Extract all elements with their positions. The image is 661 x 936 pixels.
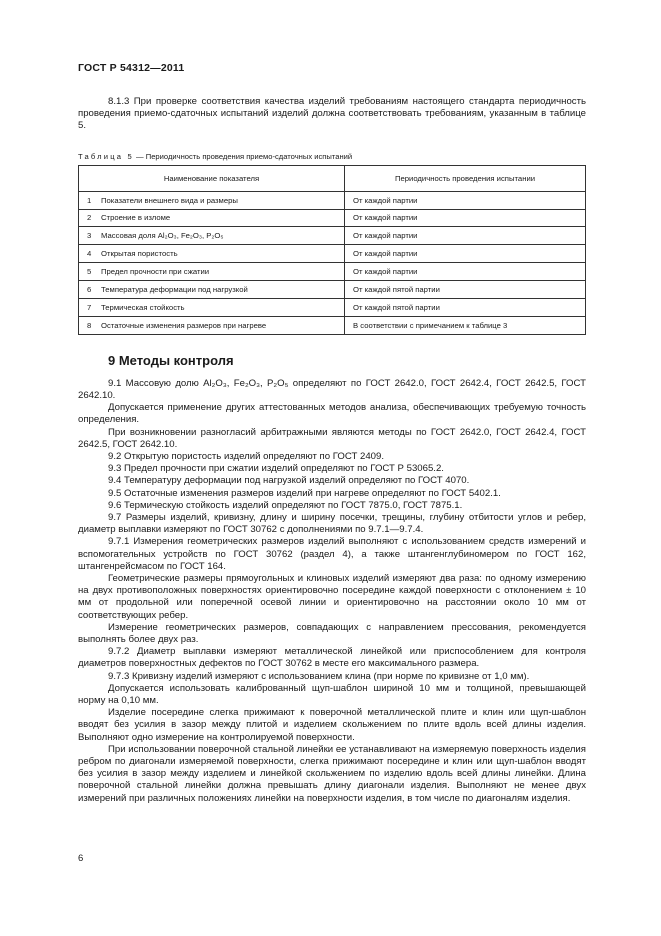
body-paragraph: Геометрические размеры прямоугольных и клиновых изделий измеряют два раза: по одному измерению на двух противоположных поверхностях ориентировочно посередине каждой поверхности с отклонением ± 10 мм от продольной или поперечной осевой линии и ориентировочно на расстоянии около 10 мм от соответствующих ребер.: [78, 572, 586, 621]
indicator-cell: [79, 209, 345, 227]
table-row: [79, 298, 586, 316]
table-row: [79, 263, 586, 281]
indicator-cell: [79, 281, 345, 299]
table-row: [79, 209, 586, 227]
periodicity-cell: От каждой партии: [345, 263, 586, 281]
indicator-name: Показатели внешнего вида и размеры: [101, 195, 238, 205]
indicator-name: Температура деформации под нагрузкой: [101, 285, 248, 294]
indicator-cell: [79, 245, 345, 263]
indicator-name: Строение в изломе: [101, 213, 171, 223]
row-number: 7: [87, 302, 92, 312]
row-number: 2: [87, 213, 92, 223]
body-paragraph: 9.7.2 Диаметр выплавки измеряют металлической линейкой или приспособлением для контроля диаметров поверхностных дефектов по ГОСТ 30762 в месте его максимального размера.: [78, 646, 586, 670]
column-header-indicator: Наименование показателя: [79, 165, 345, 191]
document-page: [78, 62, 586, 805]
indicator-cell: [79, 316, 345, 334]
body-paragraph: 9.5 Остаточные изменения размеров изделий при нагреве определяют по ГОСТ 5402.1.: [108, 487, 501, 499]
body-paragraph: 9.7 Размеры изделий, кривизну, длину и ширину посечки, трещины, глубину отбитости углов и ребер, диаметр выплавки измеряют по ГОСТ 30762 с дополнениями по 9.7.1—9.7.4.: [78, 511, 586, 536]
indicator-name: Остаточные изменения размеров при нагреве: [101, 320, 267, 330]
body-paragraph: 9.4 Температуру деформации под нагрузкой изделий определяют по ГОСТ 4070.: [108, 475, 470, 487]
periodicity-cell: От каждой партии: [345, 227, 586, 245]
table-row: [79, 281, 586, 299]
row-number: 8: [87, 320, 92, 330]
body-paragraph: Допускается использовать калиброванный щуп-шаблон шириной 10 мм и толщиной, превышающей норму на 0,10 мм.: [78, 682, 586, 707]
periodicity-cell: От каждой партии: [345, 209, 586, 227]
body-paragraph: Измерение геометрических размеров, совпадающих с направлением прессования, рекомендуется выполнять более двух раз.: [78, 621, 586, 645]
body-paragraph: 9.7.3 Кривизну изделий измеряют с использованием клина (при норме по кривизне от 1,0 мм).: [108, 670, 530, 682]
body-paragraph: Допускается применение других аттестованных методов анализа, обеспечивающих требуемую точность определения.: [78, 402, 586, 426]
body-paragraph: При возникновении разногласий арбитражными являются методы по ГОСТ 2642.0, ГОСТ 2642.4, ГОСТ 2642.5, ГОСТ 2642.10.: [78, 426, 586, 450]
body-paragraph: 9.2 Открытую пористость изделий определяют по ГОСТ 2409.: [108, 450, 384, 462]
row-number: 1: [87, 195, 92, 205]
indicator-cell: [79, 263, 345, 281]
table-row: [79, 316, 586, 334]
table-row: [79, 227, 586, 245]
periodicity-cell: От каждой партии: [345, 245, 586, 263]
indicator-cell: [79, 298, 345, 316]
indicator-name: Массовая доля Al₂O₃, Fe₂O₃, P₂O₅: [101, 231, 224, 241]
indicator-name: Предел прочности при сжатии: [101, 267, 210, 277]
table-row: [79, 191, 586, 209]
intro-paragraph: 8.1.3 При проверке соответствия качества изделий требованиям настоящего стандарта периодичность проведения приемо-сдаточных испытаний изделий должна соответствовать требованиям, указанным в таблице 5.: [78, 96, 586, 132]
body-paragraph: 9.7.1 Измерения геометрических размеров изделий выполняют с использованием средств измерений и вспомогательных устройств по ГОСТ 30762 (раздел 4), а также штангенглубиномером по ГОСТ 162, штангенрейсмасом по ГОСТ 164.: [78, 536, 586, 572]
indicator-cell: [79, 227, 345, 245]
periodicity-cell: В соответствии с примечанием к таблице 3: [345, 316, 586, 334]
periodicity-cell: От каждой партии: [345, 191, 586, 209]
body-paragraph: 9.3 Предел прочности при сжатии изделий определяют по ГОСТ Р 53065.2.: [108, 463, 444, 475]
section-title: 9 Методы контроля: [108, 352, 234, 368]
table-caption-text: — Периодичность проведения приемо-сдаточных испытаний: [133, 151, 353, 161]
periodicity-cell: От каждой пятой партии: [345, 281, 586, 299]
page-number: 6: [78, 853, 84, 864]
row-number: 4: [87, 249, 92, 259]
document-header: ГОСТ Р 54312—2011: [78, 62, 185, 74]
row-number: 3: [87, 231, 92, 241]
body-paragraph: Изделие посередине слегка прижимают к поверочной металлической плите и клин или щуп-шаблон вводят без усилия в зазор между плитой и изделием скольжением по плите вдоль всей длины изделия. Выполняют одно измерение на контролируемой поверхности.: [78, 707, 586, 743]
periodicity-cell: От каждой пятой партии: [345, 298, 586, 316]
body-paragraph: 9.1 Массовую долю Al₂O₃, Fe₂O₃, P₂O₅ определяют по ГОСТ 2642.0, ГОСТ 2642.4, ГОСТ 2642.5, ГОСТ 2642.10.: [78, 377, 586, 401]
indicator-name: Термическая стойкость: [101, 302, 185, 312]
section-body: [78, 378, 586, 805]
table-caption-label: Таблица 5: [78, 151, 134, 161]
row-number: 5: [87, 267, 92, 277]
table-row: [79, 245, 586, 263]
column-header-periodicity: Периодичность проведения испытании: [345, 165, 586, 191]
indicator-cell: [79, 191, 345, 209]
body-paragraph: 9.6 Термическую стойкость изделий определяют по ГОСТ 7875.0, ГОСТ 7875.1.: [108, 499, 463, 511]
table-header-row: [79, 165, 586, 191]
indicator-name: Открытая пористость: [101, 249, 178, 259]
row-number: 6: [87, 285, 92, 294]
periodicity-table: [78, 165, 586, 335]
table-caption: [78, 152, 586, 161]
body-paragraph: При использовании поверочной стальной линейки ее устанавливают на измеряемую поверхность изделия ребром по диагонали измеряемой поверхности, слегка прижимают посередине и клин или щуп-шаблон вводят без усилия в зазор между изделием и линейкой скольжением по изделию вдоль всей длины линейки. Длина поверочной стальной линейки должна превышать длину диагонали изделия. Выполняют не менее двух измерений при различных положениях линейки на поверхности изделия, в том числе по диагоналям изделия.: [78, 743, 586, 804]
